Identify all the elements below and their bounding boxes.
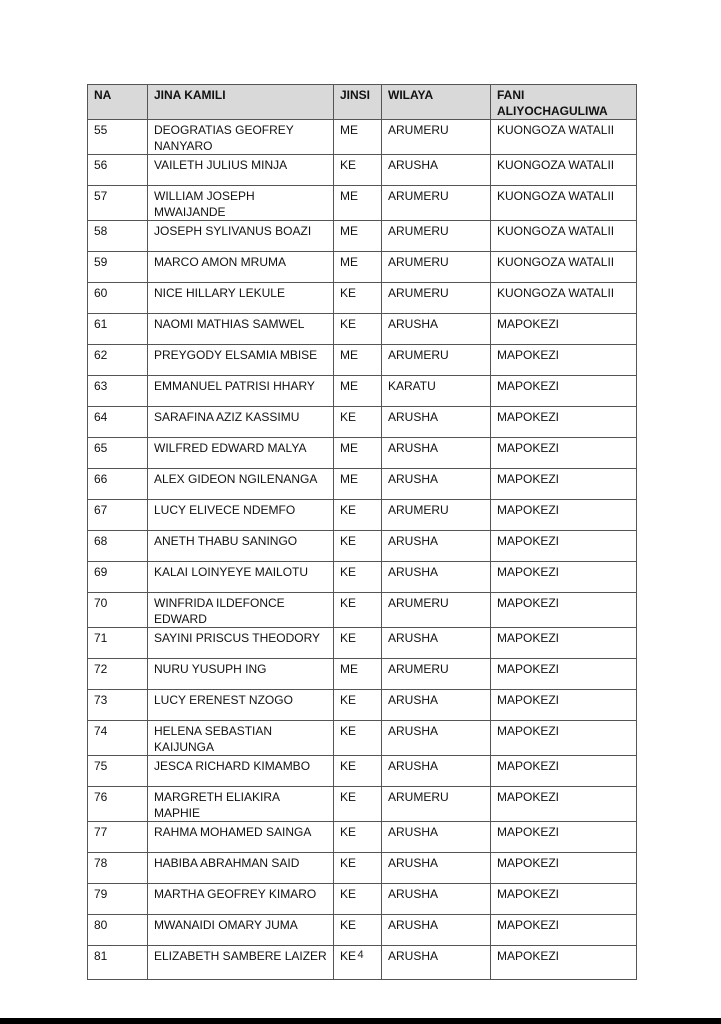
cell-na: 76	[88, 787, 148, 822]
cell-na: 61	[88, 314, 148, 345]
table-row	[88, 500, 637, 531]
cell-na: 66	[88, 469, 148, 500]
cell-na: 64	[88, 407, 148, 438]
cell-fani: KUONGOZA WATALII	[491, 252, 637, 283]
cell-na: 62	[88, 345, 148, 376]
cell-fani: MAPOKEZI	[491, 345, 637, 376]
table-row	[88, 721, 637, 756]
cell-fani: MAPOKEZI	[491, 500, 637, 531]
cell-jinsi: KE	[334, 283, 382, 314]
table-row	[88, 915, 637, 946]
cell-jina-kamili: LUCY ERENEST NZOGO	[148, 690, 334, 721]
cell-na: 71	[88, 628, 148, 659]
cell-jinsi: ME	[334, 345, 382, 376]
cell-jina-kamili: RAHMA MOHAMED SAINGA	[148, 822, 334, 853]
cell-fani: MAPOKEZI	[491, 562, 637, 593]
cell-jinsi: KE	[334, 155, 382, 186]
cell-wilaya: ARUSHA	[382, 155, 491, 186]
cell-wilaya: ARUSHA	[382, 946, 491, 980]
table-row	[88, 562, 637, 593]
cell-fani: KUONGOZA WATALII	[491, 155, 637, 186]
header-fani: FANI ALIYOCHAGULIWA	[491, 85, 637, 120]
cell-fani: MAPOKEZI	[491, 659, 637, 690]
table-row	[88, 787, 637, 822]
cell-fani: KUONGOZA WATALII	[491, 120, 637, 155]
cell-jina-kamili: MWANAIDI OMARY JUMA	[148, 915, 334, 946]
cell-na: 78	[88, 853, 148, 884]
cell-fani: MAPOKEZI	[491, 721, 637, 756]
cell-fani: MAPOKEZI	[491, 787, 637, 822]
cell-fani: MAPOKEZI	[491, 884, 637, 915]
table-row	[88, 155, 637, 186]
cell-na: 73	[88, 690, 148, 721]
cell-na: 68	[88, 531, 148, 562]
cell-na: 75	[88, 756, 148, 787]
cell-fani: MAPOKEZI	[491, 690, 637, 721]
cell-jina-kamili: ELIZABETH SAMBERE LAIZER	[148, 946, 334, 980]
cell-jina-kamili: PREYGODY ELSAMIA MBISE	[148, 345, 334, 376]
cell-wilaya: ARUMERU	[382, 500, 491, 531]
table-row	[88, 628, 637, 659]
cell-wilaya: ARUSHA	[382, 438, 491, 469]
cell-jinsi: ME	[334, 659, 382, 690]
table-header-row	[88, 85, 637, 120]
cell-na: 57	[88, 186, 148, 221]
cell-jina-kamili: ANETH THABU SANINGO	[148, 531, 334, 562]
cell-wilaya: ARUSHA	[382, 407, 491, 438]
cell-na: 77	[88, 822, 148, 853]
cell-na: 79	[88, 884, 148, 915]
cell-fani: MAPOKEZI	[491, 946, 637, 980]
cell-na: 72	[88, 659, 148, 690]
cell-fani: MAPOKEZI	[491, 593, 637, 628]
cell-jina-kamili: WINFRIDA ILDEFONCE EDWARD	[148, 593, 334, 628]
cell-na: 59	[88, 252, 148, 283]
cell-na: 60	[88, 283, 148, 314]
cell-jina-kamili: HABIBA ABRAHMAN SAID	[148, 853, 334, 884]
cell-jinsi: ME	[334, 469, 382, 500]
cell-na: 63	[88, 376, 148, 407]
cell-jina-kamili: KALAI LOINYEYE MAILOTU	[148, 562, 334, 593]
bottom-border-bar	[0, 1018, 721, 1024]
cell-jinsi: KE	[334, 822, 382, 853]
cell-wilaya: ARUSHA	[382, 562, 491, 593]
cell-jinsi: KE	[334, 500, 382, 531]
cell-na: 67	[88, 500, 148, 531]
cell-jina-kamili: MARTHA GEOFREY KIMARO	[148, 884, 334, 915]
cell-jina-kamili: LUCY ELIVECE NDEMFO	[148, 500, 334, 531]
cell-jina-kamili: MARGRETH ELIAKIRA MAPHIE	[148, 787, 334, 822]
cell-jinsi: KE	[334, 915, 382, 946]
cell-jina-kamili: NICE HILLARY LEKULE	[148, 283, 334, 314]
cell-fani: KUONGOZA WATALII	[491, 186, 637, 221]
cell-jinsi: KE	[334, 314, 382, 345]
cell-wilaya: ARUSHA	[382, 469, 491, 500]
table-row	[88, 756, 637, 787]
cell-wilaya: ARUMERU	[382, 659, 491, 690]
cell-fani: MAPOKEZI	[491, 628, 637, 659]
cell-jinsi: ME	[334, 221, 382, 252]
cell-jinsi: KE	[334, 628, 382, 659]
table-row	[88, 407, 637, 438]
header-na: NA	[88, 85, 148, 120]
cell-wilaya: ARUSHA	[382, 822, 491, 853]
cell-jinsi: ME	[334, 252, 382, 283]
cell-jinsi: ME	[334, 186, 382, 221]
cell-jinsi: ME	[334, 438, 382, 469]
cell-jinsi: KE	[334, 593, 382, 628]
page-number: 4	[357, 949, 364, 961]
cell-jinsi: KE	[334, 721, 382, 756]
cell-fani: KUONGOZA WATALII	[491, 283, 637, 314]
cell-wilaya: ARUMERU	[382, 120, 491, 155]
cell-jinsi: KE	[334, 531, 382, 562]
table-row	[88, 884, 637, 915]
cell-na: 65	[88, 438, 148, 469]
table-row	[88, 659, 637, 690]
table-row	[88, 690, 637, 721]
cell-jinsi: ME	[334, 376, 382, 407]
cell-jinsi: KE	[334, 562, 382, 593]
cell-jina-kamili: DEOGRATIAS GEOFREY NANYARO	[148, 120, 334, 155]
cell-wilaya: ARUMERU	[382, 186, 491, 221]
cell-jina-kamili: WILLIAM JOSEPH MWAIJANDE	[148, 186, 334, 221]
cell-jina-kamili: WILFRED EDWARD MALYA	[148, 438, 334, 469]
cell-wilaya: ARUMERU	[382, 283, 491, 314]
cell-fani: MAPOKEZI	[491, 314, 637, 345]
cell-jina-kamili: SAYINI PRISCUS THEODORY	[148, 628, 334, 659]
cell-fani: MAPOKEZI	[491, 407, 637, 438]
cell-jinsi: KE	[334, 853, 382, 884]
cell-wilaya: ARUSHA	[382, 756, 491, 787]
header-wilaya: WILAYA	[382, 85, 491, 120]
cell-fani: MAPOKEZI	[491, 376, 637, 407]
table-row	[88, 822, 637, 853]
student-roster-table	[87, 84, 637, 980]
cell-na: 70	[88, 593, 148, 628]
cell-fani: MAPOKEZI	[491, 531, 637, 562]
cell-wilaya: ARUSHA	[382, 690, 491, 721]
table-row	[88, 186, 637, 221]
cell-jinsi: KE	[334, 946, 382, 980]
cell-na: 58	[88, 221, 148, 252]
table-row	[88, 120, 637, 155]
cell-wilaya: ARUSHA	[382, 915, 491, 946]
cell-fani: MAPOKEZI	[491, 822, 637, 853]
cell-jina-kamili: VAILETH JULIUS MINJA	[148, 155, 334, 186]
cell-wilaya: ARUMERU	[382, 221, 491, 252]
table-row	[88, 853, 637, 884]
cell-fani: MAPOKEZI	[491, 469, 637, 500]
table-row	[88, 252, 637, 283]
cell-na: 69	[88, 562, 148, 593]
cell-jina-kamili: NURU YUSUPH ING	[148, 659, 334, 690]
cell-jinsi: KE	[334, 756, 382, 787]
cell-wilaya: ARUSHA	[382, 314, 491, 345]
table-row	[88, 469, 637, 500]
cell-fani: KUONGOZA WATALII	[491, 221, 637, 252]
table-row	[88, 531, 637, 562]
table-row	[88, 283, 637, 314]
table-row	[88, 593, 637, 628]
cell-jinsi: ME	[334, 120, 382, 155]
cell-jinsi: KE	[334, 407, 382, 438]
cell-fani: MAPOKEZI	[491, 915, 637, 946]
cell-na: 74	[88, 721, 148, 756]
cell-jina-kamili: JESCA RICHARD KIMAMBO	[148, 756, 334, 787]
cell-jinsi: KE	[334, 690, 382, 721]
table-row	[88, 345, 637, 376]
table-row	[88, 314, 637, 345]
cell-jina-kamili: HELENA SEBASTIAN KAIJUNGA	[148, 721, 334, 756]
cell-wilaya: ARUSHA	[382, 531, 491, 562]
cell-fani: MAPOKEZI	[491, 853, 637, 884]
header-jina-kamili: JINA KAMILI	[148, 85, 334, 120]
table-row	[88, 376, 637, 407]
cell-na: 80	[88, 915, 148, 946]
header-jinsi: JINSI	[334, 85, 382, 120]
cell-jina-kamili: NAOMI MATHIAS SAMWEL	[148, 314, 334, 345]
cell-jina-kamili: MARCO AMON MRUMA	[148, 252, 334, 283]
cell-fani: MAPOKEZI	[491, 438, 637, 469]
cell-wilaya: ARUSHA	[382, 884, 491, 915]
table-row	[88, 221, 637, 252]
cell-na: 56	[88, 155, 148, 186]
cell-jina-kamili: JOSEPH SYLIVANUS BOAZI	[148, 221, 334, 252]
cell-fani: MAPOKEZI	[491, 756, 637, 787]
cell-jina-kamili: EMMANUEL PATRISI HHARY	[148, 376, 334, 407]
cell-na: 55	[88, 120, 148, 155]
table-row	[88, 438, 637, 469]
cell-jina-kamili: ALEX GIDEON NGILENANGA	[148, 469, 334, 500]
cell-wilaya: ARUSHA	[382, 721, 491, 756]
cell-wilaya: ARUMERU	[382, 787, 491, 822]
table-body	[88, 120, 637, 980]
cell-wilaya: ARUMERU	[382, 252, 491, 283]
cell-wilaya: ARUSHA	[382, 628, 491, 659]
cell-na: 81	[88, 946, 148, 980]
cell-jina-kamili: SARAFINA AZIZ KASSIMU	[148, 407, 334, 438]
cell-wilaya: KARATU	[382, 376, 491, 407]
cell-wilaya: ARUMERU	[382, 593, 491, 628]
cell-wilaya: ARUMERU	[382, 345, 491, 376]
cell-jinsi: KE	[334, 884, 382, 915]
cell-wilaya: ARUSHA	[382, 853, 491, 884]
cell-jinsi: KE	[334, 787, 382, 822]
